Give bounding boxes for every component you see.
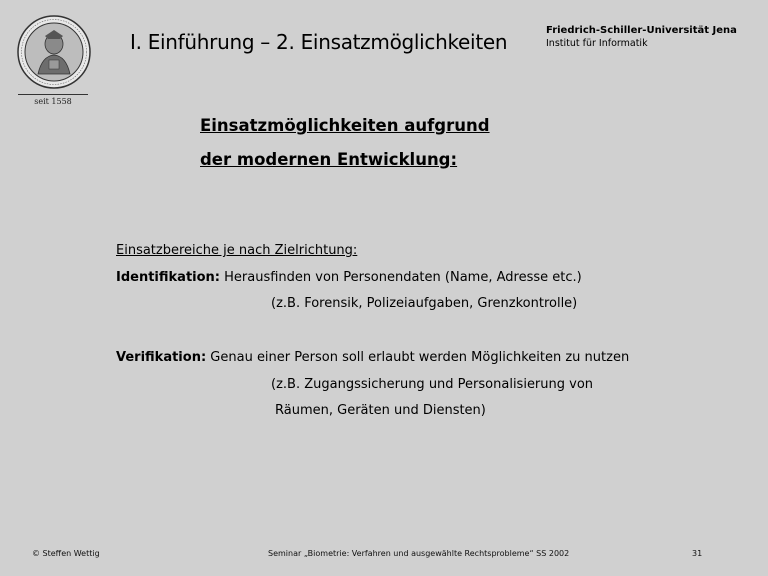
identification-line [116,270,582,285]
institute-name: Institut für Informatik [546,38,648,49]
section-heading-line2: der modernen Entwicklung: [200,150,458,169]
identification-text: Herausfinden von Personendaten (Name, Adresse etc.) [220,270,582,285]
seal-caption: seit 1558 [34,97,72,106]
identification-example: (z.B. Forensik, Polizeiaufgaben, Grenzkontrolle) [271,296,578,311]
verification-text: Genau einer Person soll erlaubt werden Möglichkeiten zu nutzen [206,350,630,365]
verification-example-line1: (z.B. Zugangssicherung und Personalisierung von [271,377,594,392]
identification-label: Identifikation: [116,270,220,285]
section-heading-line1: Einsatzmöglichkeiten aufgrund [200,116,490,135]
university-name: Friedrich-Schiller-Universität Jena [546,25,737,36]
slide-title: I. Einführung – 2. Einsatzmöglichkeiten [130,30,508,54]
verification-line [116,350,629,365]
verification-label: Verifikation: [116,350,207,365]
footer-seminar: Seminar „Biometrie: Verfahren und ausgewählte Rechtsprobleme“ SS 2002 [268,549,570,558]
university-seal-logo [16,14,92,90]
footer-author: © Steffen Wettig [32,549,100,558]
verification-example-line2: Räumen, Geräten und Diensten) [275,403,486,418]
intro-text: Einsatzbereiche je nach Zielrichtung: [116,243,358,258]
footer-page-number: 31 [692,549,703,558]
seal-divider [18,94,88,95]
